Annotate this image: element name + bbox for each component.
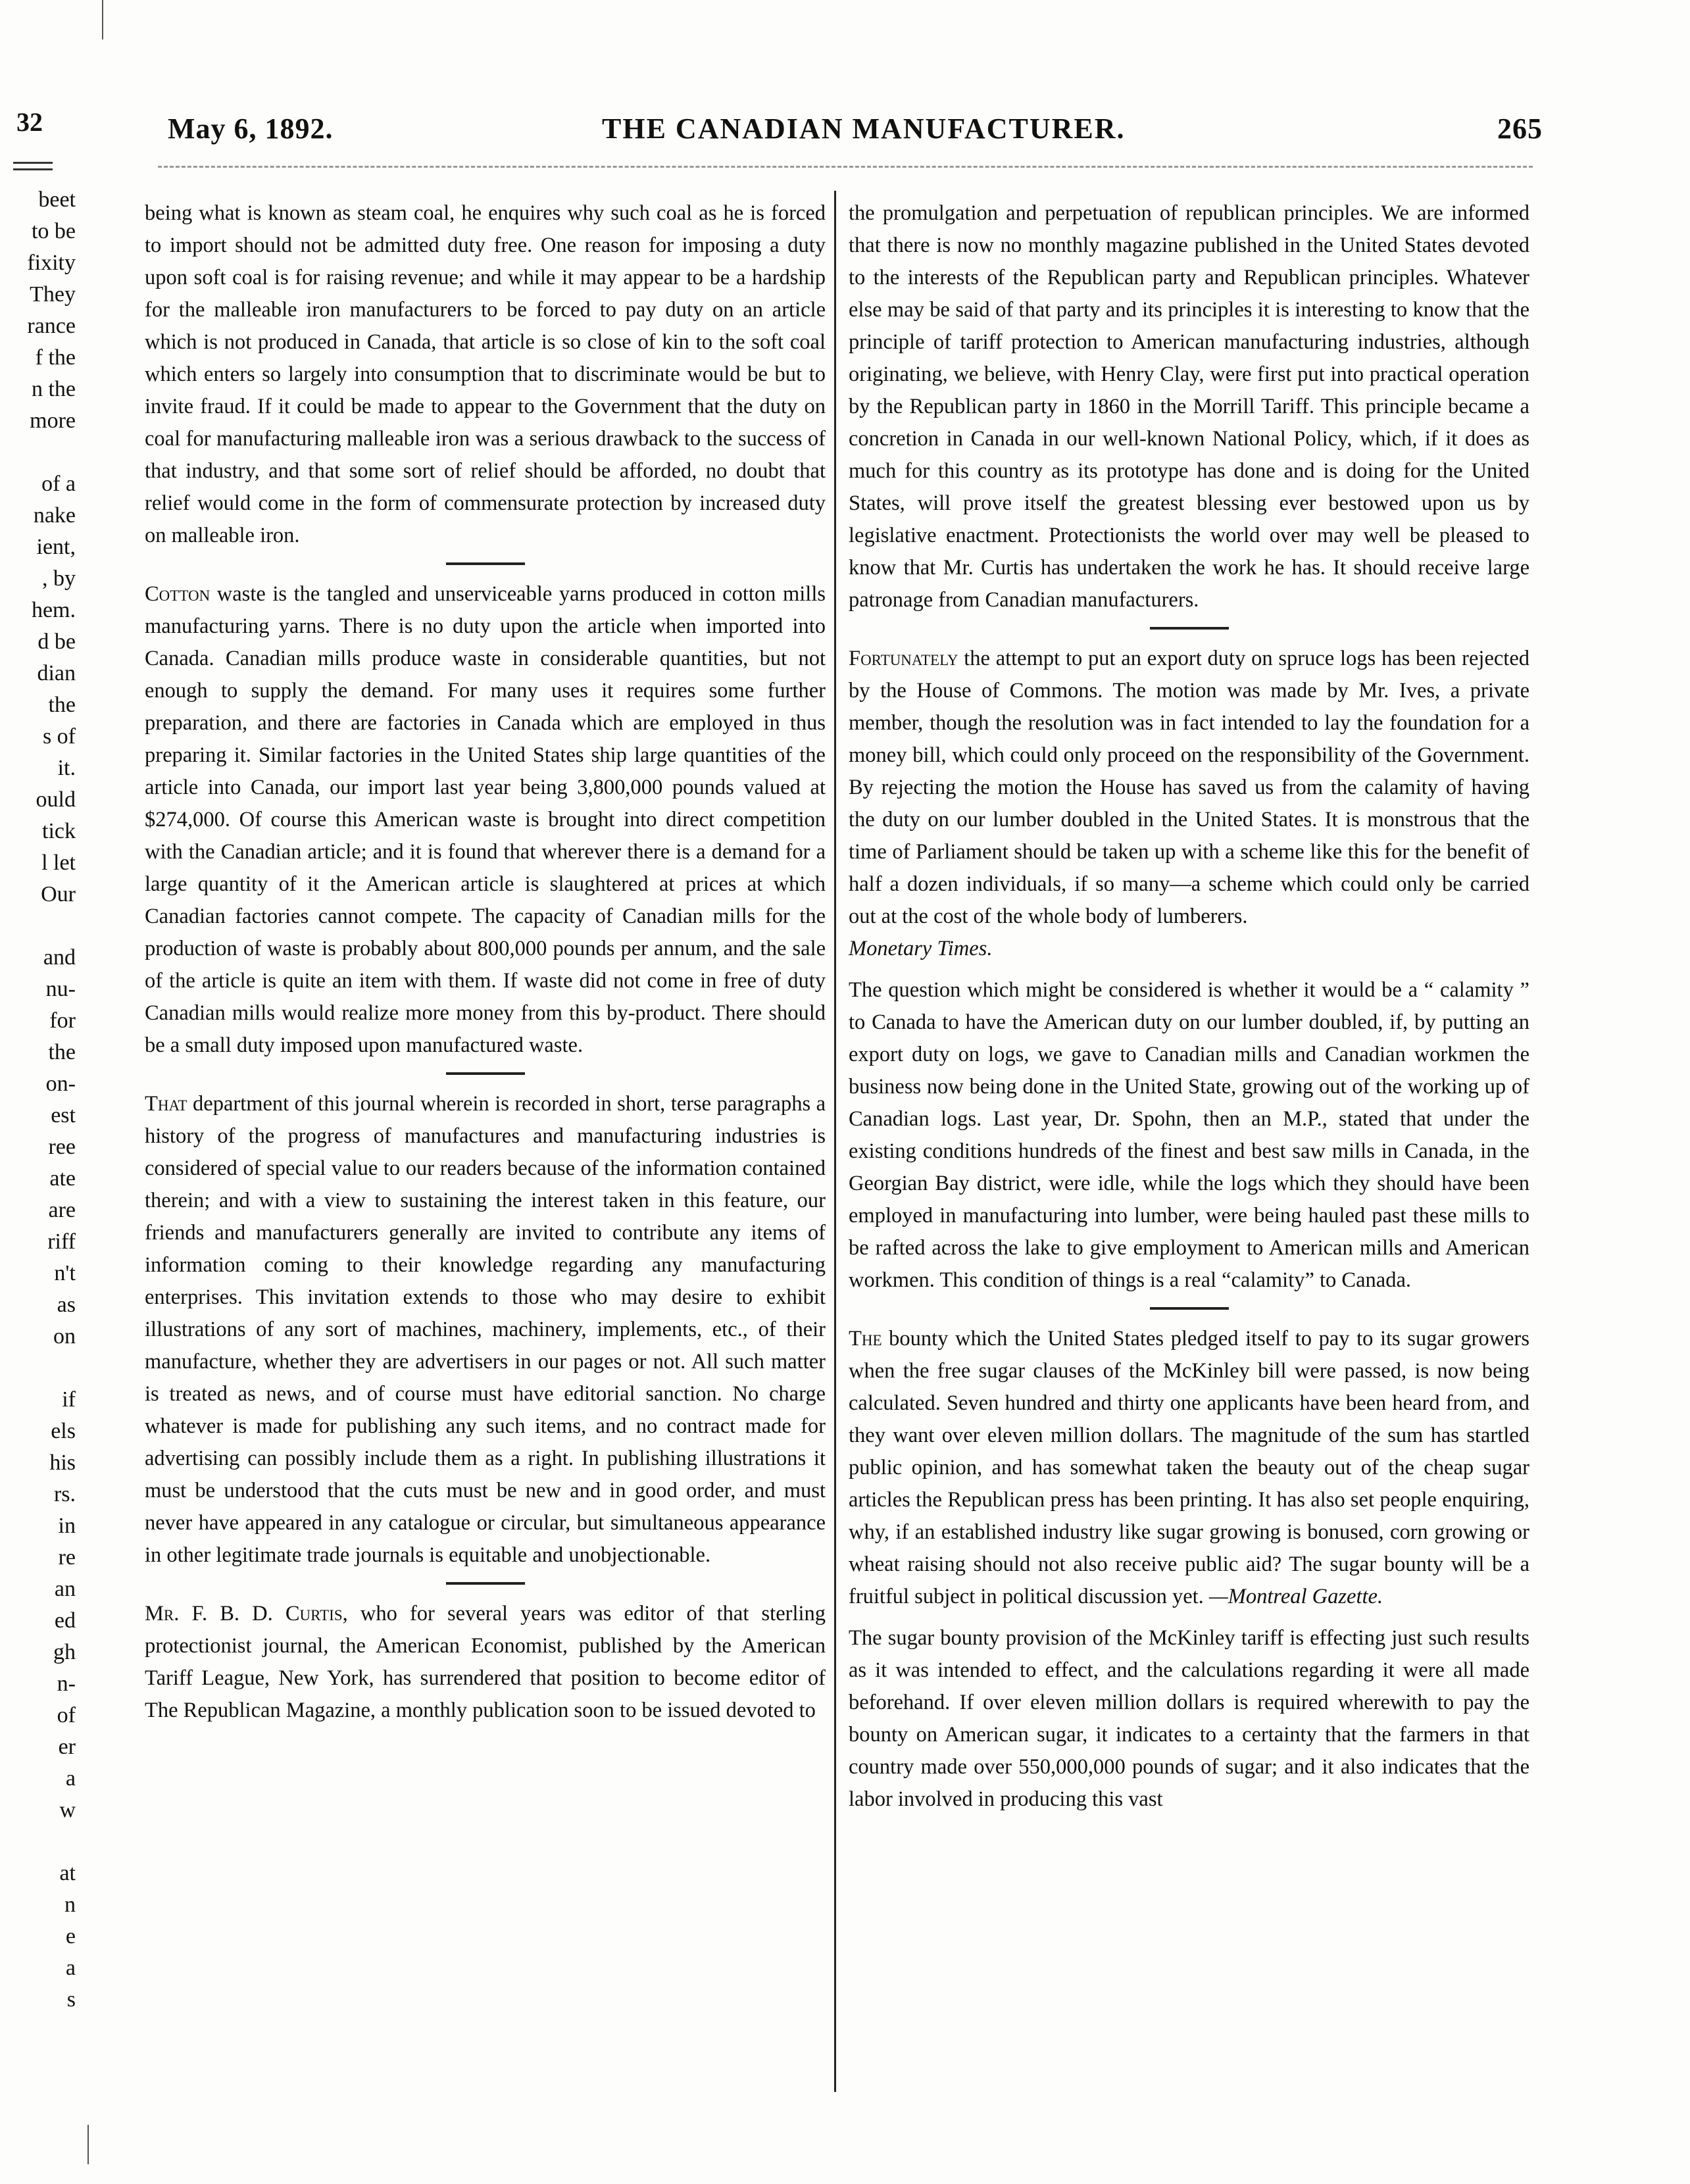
- page-header: [168, 105, 1549, 151]
- margin-fragment: s: [66, 1987, 76, 2012]
- article-paragraph: The question which might be considered is whether it would be a “ calamity ” to Canada to have the American duty on our lumber doubled, if, by putting an export duty on logs, we gave to Canadian mills and Canadian workmen the business now being done in the United State, growing out of the working up of Canadian logs. Last year, Dr. Spohn, then an M.P., stated that under the existing conditions hundreds of the finest and best saw mills in Canada, in the Georgian Bay district, were idle, while the logs which they should have been employed in manufacturing into lumber, were being hauled past these mills to be rafted across the lake to give employment to American mills and American workmen. This condition of things is a real “calamity” to Canada.: [849, 978, 1529, 1292]
- margin-fragment: d be: [37, 630, 76, 654]
- margin-fragment: his: [49, 1451, 76, 1475]
- margin-fragment: rance: [27, 314, 76, 338]
- margin-fragment: for: [49, 1008, 76, 1033]
- margin-fragment: nu-: [45, 977, 76, 1001]
- adjacent-page-fragments: [0, 107, 76, 2158]
- margin-gap: [0, 437, 76, 468]
- margin-fragment: er: [58, 1735, 76, 1759]
- lead-word: Cotton: [145, 582, 211, 606]
- margin-fragment: rs.: [53, 1482, 76, 1506]
- right-column: [849, 197, 1529, 2118]
- lead-word: Fortunately: [849, 647, 958, 670]
- margin-fragment: as: [57, 1293, 76, 1317]
- margin-fragment: fixity: [27, 251, 76, 275]
- margin-gap: [0, 1353, 76, 1384]
- margin-fragment: n-: [57, 1672, 76, 1696]
- margin-fragment: on: [53, 1324, 76, 1349]
- margin-fragment: a: [65, 1766, 76, 1791]
- margin-fragment: els: [51, 1419, 76, 1443]
- margin-fragment: the: [48, 693, 76, 717]
- article-paragraph: [849, 643, 1529, 965]
- margin-gap: [0, 910, 76, 942]
- margin-fragment: n't: [54, 1261, 76, 1285]
- margin-fragment: on-: [45, 1072, 76, 1096]
- article-paragraph: [145, 578, 826, 1062]
- scan-mark-bottom: [87, 2125, 89, 2164]
- margin-fragment: at: [59, 1861, 76, 1885]
- issue-date: May 6, 1892.: [168, 112, 334, 145]
- margin-fragment: riff: [47, 1229, 76, 1254]
- margin-fragment: it.: [57, 756, 76, 780]
- margin-fragment: of: [57, 1703, 76, 1727]
- article-paragraph: [145, 1088, 826, 1572]
- margin-fragment: e: [65, 1924, 76, 1948]
- page-number: 265: [1497, 112, 1543, 145]
- header-rule: [158, 166, 1533, 168]
- left-column: [145, 197, 826, 2118]
- margin-fragment: re: [58, 1545, 76, 1570]
- margin-fragment: ient,: [36, 535, 76, 559]
- lead-word: Mr. F. B. D. Curtis,: [145, 1602, 348, 1626]
- margin-fragment: dian: [37, 661, 76, 685]
- source-credit: —Montreal Gazette.: [1208, 1585, 1383, 1608]
- margin-fragment: , by: [42, 566, 76, 591]
- margin-fragment: an: [54, 1577, 76, 1601]
- margin-fragment: est: [51, 1103, 76, 1128]
- publication-title: THE CANADIAN MANUFACTURER.: [602, 112, 1126, 145]
- article-paragraph: [145, 1598, 826, 1727]
- margin-fragment: a: [65, 1956, 76, 1980]
- margin-fragment: hem.: [31, 598, 76, 622]
- margin-fragment: s of: [42, 724, 76, 749]
- article-separator: [446, 1582, 525, 1585]
- paragraph-body: bounty which the United States pledged itself to pay to its sugar growers when the free sugar clauses of the McKinley bill were passed, is now being calculated. Seven hundred and thirty one applicants have been heard from, and they want over eleven million dollars. The magnitude of the sum has startled public opinion, and has somewhat taken the beauty out of the cheap sugar articles the Republican press has been printing. It has also set people enquiring, why, if an established industry like sugar growing is bonused, corn growing or wheat raising should not also receive public aid? The sugar bounty will be a fruitful subject in political discussion yet.: [849, 1327, 1529, 1608]
- article-paragraph: the promulgation and perpetuation of republican principles. We are informed that there is now no monthly magazine published in the United States devoted to the interests of the Republican party and Republican principles. Whatever else may be said of that party and its principles it is interesting to know that the principle of tariff protection to American manufacturing industries, although originating, we believe, with Henry Clay, were first put into practical operation by the Republican party in 1860 in the Morrill Tariff. This principle became a concretion in Canada in our well-known National Policy, which, if it does as much for this country as its prototype has done and is doing for the United States, will prove itself the greatest blessing ever bestowed upon us by legislative enactment. Protectionists the world over may well be pleased to know that Mr. Curtis has undertaken the work he has. It should receive large patronage from Canadian manufacturers.: [849, 201, 1529, 612]
- margin-fragment: gh: [53, 1640, 76, 1664]
- article-separator: [1150, 627, 1229, 630]
- margin-fragment: ould: [36, 787, 76, 812]
- margin-fragment: n the: [31, 377, 76, 401]
- article-paragraph: being what is known as steam coal, he enquires why such coal as he is forced to import should not be admitted duty free. One reason for imposing a duty upon soft coal is for raising revenue; and while it may appear to be a hardship for the malleable iron manufacturers to be forced to pay duty on an article which is not produced in Canada, that article is so close of kin to the soft coal which enters so largely into consumption that to discriminate would be but to invite fraud. If it could be made to appear to the Government that the duty on coal for manufacturing malleable iron was a serious drawback to the success of that industry, and that some sort of relief should be afforded, no doubt that relief would come in the form of commensurate protection by increased duty on malleable iron.: [145, 201, 826, 547]
- margin-fragment: They: [30, 282, 76, 307]
- column-divider: [834, 191, 836, 2092]
- adjacent-page-number: 32: [16, 107, 43, 137]
- paragraph-body: the attempt to put an export duty on spruce logs has been rejected by the House of Commons. The motion was made by Mr. Ives, a private member, though the resolution was in fact intended to lay the foundation for a money bill, which could only proceed on the responsibility of the Government. By rejecting the motion the House has saved us from the calamity of having the duty on our lumber doubled in the United States. It is monstrous that the time of Parliament should be taken up with a scheme like this for the benefit of half a dozen individuals, if so many—a scheme which could only be carried out at the cost of the whole body of lumberers.: [849, 647, 1529, 928]
- margin-fragment: ed: [54, 1608, 76, 1633]
- scan-mark-top: [102, 0, 103, 39]
- margin-fragment: ree: [48, 1135, 76, 1159]
- article-paragraph: [849, 1323, 1529, 1613]
- margin-rule: [13, 162, 53, 164]
- margin-fragment: more: [30, 409, 76, 433]
- margin-fragment: and: [43, 945, 76, 970]
- article-separator: [1150, 1307, 1229, 1310]
- margin-fragment: the: [48, 1040, 76, 1064]
- margin-fragment: to be: [31, 219, 76, 243]
- margin-rule-2: [13, 168, 53, 170]
- margin-fragment: beet: [38, 187, 76, 212]
- article-separator: [446, 562, 525, 565]
- margin-fragment: f the: [35, 345, 76, 370]
- margin-fragment: Our: [41, 882, 76, 906]
- lead-word: The: [849, 1327, 882, 1351]
- margin-fragment: w: [59, 1798, 76, 1822]
- margin-fragment: tick: [42, 819, 76, 843]
- lead-word: That: [145, 1092, 187, 1116]
- fragment-list: [0, 184, 76, 2016]
- margin-fragment: n: [64, 1893, 76, 1917]
- margin-fragment: nake: [33, 503, 76, 528]
- paragraph-body: who for several years was editor of that sterling protectionist journal, the American Economist, published by the American Tariff League, New York, has surrendered that position to become editor of The Republican Magazine, a monthly publication soon to be issued devoted to: [145, 1602, 826, 1722]
- margin-fragment: if: [62, 1387, 76, 1412]
- margin-fragment: in: [58, 1514, 76, 1538]
- margin-fragment: ate: [49, 1166, 76, 1191]
- margin-gap: [0, 1826, 76, 1858]
- paragraph-body: waste is the tangled and unserviceable yarns produced in cotton mills manufacturing yarns. There is no duty upon the article when imported into Canada. Canadian mills produce waste in considerable quantities, but not enough to supply the demand. For many uses it requires some further preparation, and there are factories in Canada which are employed in thus preparing it. Similar factories in the United States ship large quantities of the article into Canada, our import last year being 3,800,000 pounds valued at $274,000. Of course this American waste is brought into direct competition with the Canadian article; and it is found that wherever there is a demand for a large quantity of it the American article is slaughtered at prices at which Canadian factories cannot compete. The capacity of Canadian mills for the production of waste is probably about 800,000 pounds per annum, and the sale of the article is quite an item with them. If waste did not come in free of duty Canadian mills would realize more money from this by-product. There should be a small duty imposed upon manufactured waste.: [145, 582, 826, 1057]
- margin-fragment: of a: [41, 472, 76, 496]
- article-separator: [446, 1072, 525, 1075]
- article-paragraph: The sugar bounty provision of the McKinley tariff is effecting just such results as it was intended to effect, and the calculations regarding it were all made beforehand. If over eleven million dollars is required wherewith to pay the bounty on American sugar, it indicates to a certainty that the farmers in that country made over 550,000,000 pounds of sugar; and it also indicates that the labor involved in producing this vast: [849, 1626, 1529, 1811]
- source-credit: Monetary Times.: [849, 937, 993, 960]
- paragraph-body: department of this journal wherein is recorded in short, terse paragraphs a history of the progress of manufactures and manufacturing industries is considered of special value to our readers because of the information contained therein; and with a view to sustaining the interest taken in this feature, our friends and manufacturers generally are invited to contribute any items of information coming to their knowledge regarding any manufacturing enterprises. This invitation extends to those who may desire to exhibit illustrations of any sort of machines, machinery, implements, etc., of their manufacture, whether they are advertisers in our pages or not. All such matter is treated as news, and of course must have editorial sanction. No charge whatever is made for publishing any such items, and no contract made for advertising can possibly include them as a right. In publishing illustrations it must be understood that the cuts must be new and in good order, and must never have appeared in any catalogue or circular, but simultaneous appearance in other legitimate trade journals is equitable and unobjectionable.: [145, 1092, 826, 1567]
- margin-fragment: l let: [41, 851, 76, 875]
- margin-fragment: are: [48, 1198, 76, 1222]
